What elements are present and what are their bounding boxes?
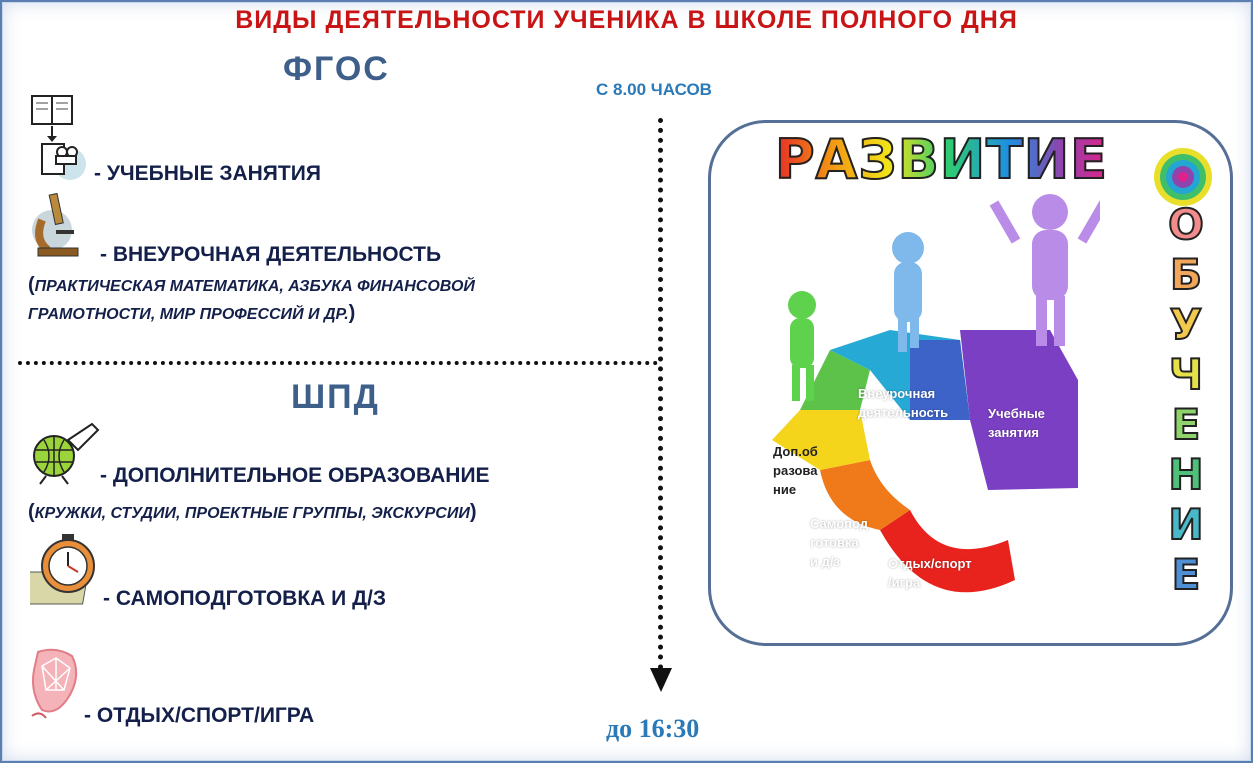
book-and-projector-icon <box>28 92 90 182</box>
segment-label-rest <box>888 554 972 592</box>
segment-label-selfstudy <box>810 514 868 571</box>
open-paren: ( <box>28 501 35 523</box>
obuchenie-letter-4: Ч <box>1169 350 1203 399</box>
close-paren: ) <box>469 501 477 523</box>
activity-rest-label: - ОТДЫХ/СПОРТ/ИГРА <box>84 704 315 727</box>
obuchenie-letter-8: Е <box>1171 550 1201 599</box>
activity-extracurricular-label: - ВНЕУРОЧНАЯ ДЕЯТЕЛЬНОСТЬ <box>100 243 442 266</box>
figure-green <box>788 291 816 401</box>
open-paren: ( <box>28 274 35 296</box>
obuchenie-letter-2: Б <box>1169 250 1202 299</box>
heart-crystal-icon <box>28 646 84 724</box>
obuchenie-letter-7: И <box>1168 500 1204 549</box>
segment-label-line: Внеурочная <box>858 386 936 401</box>
timeline-arrow-line <box>658 118 663 670</box>
extracurricular-details-text-2: ГРАМОТНОСТИ, МИР ПРОФЕССИЙ И ДР. <box>28 306 349 323</box>
segment-label-study <box>988 404 1045 442</box>
segment-label-line: Учебные <box>988 406 1045 421</box>
segment-label-line: Самопод <box>810 516 869 531</box>
microscope-icon <box>30 190 100 262</box>
activity-study-label: - УЧЕБНЫЕ ЗАНЯТИЯ <box>94 162 321 185</box>
figure-purple <box>990 194 1100 346</box>
alarm-clock-icon <box>30 528 106 608</box>
activity-extracurricular-details-line2 <box>28 298 355 330</box>
segment-label-line: Доп.об <box>773 444 818 459</box>
globe-rocket-icon <box>28 420 102 486</box>
segment-label-line: деятельность <box>858 405 949 420</box>
segment-label-line: разова <box>773 463 818 478</box>
obuchenie-letter-5: Е <box>1171 400 1201 449</box>
activity-additional-education-label: - ДОПОЛНИТЕЛЬНОЕ ОБРАЗОВАНИЕ <box>100 464 490 487</box>
obuchenie-letter-3: У <box>1169 300 1203 349</box>
activity-selfstudy-label: - САМОПОДГОТОВКА И Д/З <box>103 587 387 610</box>
segment-label-additional <box>773 442 818 499</box>
section-heading-fgos: ФГОС <box>283 50 390 88</box>
rainbow-circle-icon <box>1152 146 1214 208</box>
segment-label-line: /игра <box>888 575 921 590</box>
page-title: ВИДЫ ДЕЯТЕЛЬНОСТИ УЧЕНИКА В ШКОЛЕ ПОЛНОГО ДНЯ <box>235 6 1018 34</box>
segment-label-line: Отдых/спорт <box>888 556 972 571</box>
segment-label-extracurricular <box>858 384 948 422</box>
obuchenie-letter-6: Н <box>1168 450 1204 499</box>
section-heading-shpd: ШПД <box>291 378 380 416</box>
timeline-start-label: С 8.00 ЧАСОВ <box>596 80 712 99</box>
timeline-arrow-head-icon <box>650 668 672 692</box>
segment-label-line: и д/з <box>810 554 840 569</box>
obuchenie-letter-1: О <box>1168 200 1204 249</box>
extracurricular-details-text-1: ПРАКТИЧЕСКАЯ МАТЕМАТИКА, АЗБУКА ФИНАНСОВОЙ <box>34 278 475 295</box>
timeline-end-label: до 16:30 <box>606 714 700 743</box>
segment-label-line: готовка <box>810 535 859 550</box>
segment-label-line: занятия <box>988 425 1039 440</box>
additional-details-text: КРУЖКИ, СТУДИИ, ПРОЕКТНЫЕ ГРУППЫ, ЭКСКУРСИИ <box>34 505 470 522</box>
development-wordart: РАЗВИТИЕ <box>775 128 1109 191</box>
segment-label-line: ние <box>773 482 797 497</box>
close-paren: ) <box>348 302 356 324</box>
section-divider <box>18 361 658 365</box>
activity-additional-education-details <box>28 497 477 529</box>
